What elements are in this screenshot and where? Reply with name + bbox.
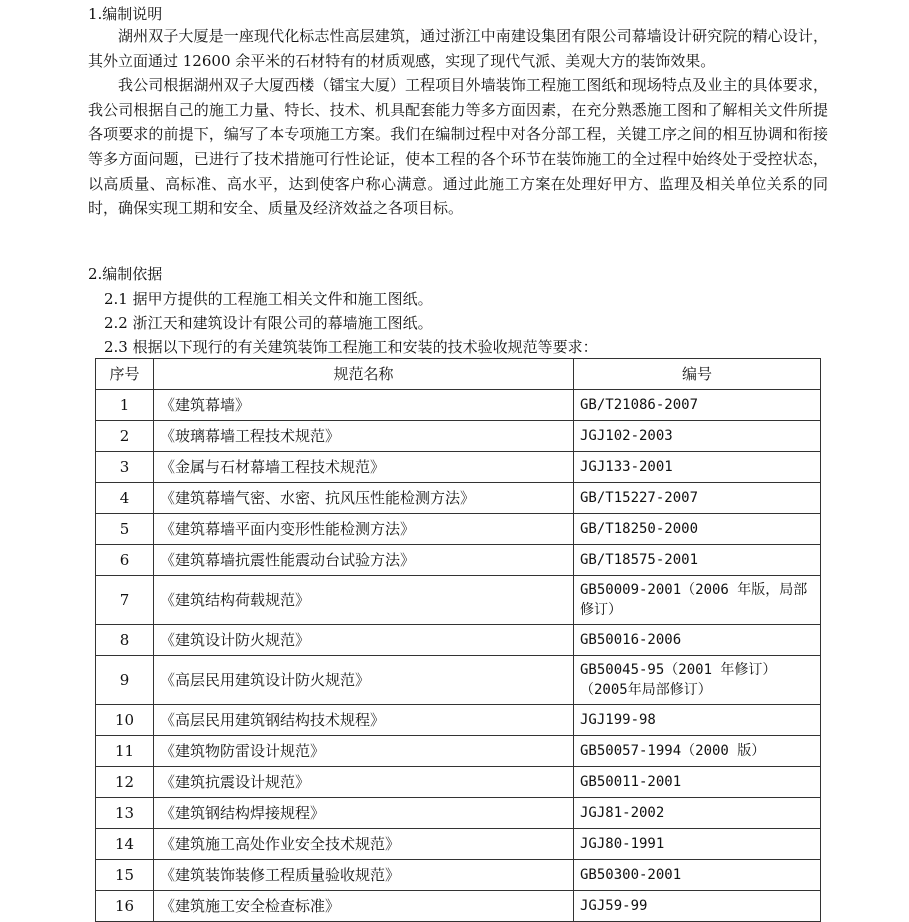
standard-code: JGJ81-2002 <box>574 798 821 829</box>
standard-name: 《建筑钢结构焊接规程》 <box>154 798 574 829</box>
standard-name: 《建筑抗震设计规范》 <box>154 767 574 798</box>
table-row <box>96 625 821 656</box>
row-number: 3 <box>96 452 154 483</box>
table-row <box>96 421 821 452</box>
section-1-body <box>88 24 828 221</box>
standard-code: GB50300-2001 <box>574 860 821 891</box>
standard-name: 《高层民用建筑设计防火规范》 <box>154 656 574 705</box>
standard-name: 《建筑物防雷设计规范》 <box>154 736 574 767</box>
header-code: 编号 <box>574 359 821 390</box>
standard-name: 《建筑设计防火规范》 <box>154 625 574 656</box>
paragraph-1: 湖州双子大厦是一座现代化标志性高层建筑，通过浙江中南建设集团有限公司幕墙设计研究院的精心设计，其外立面通过 12600 余平米的石材特有的材质观感，实现了现代气派、美观大方的装饰效果。 <box>88 27 828 70</box>
standard-name: 《金属与石材幕墙工程技术规范》 <box>154 452 574 483</box>
table-row <box>96 656 821 705</box>
standard-code: GB50057-1994（2000 版） <box>574 736 821 767</box>
standard-name: 《建筑幕墙平面内变形性能检测方法》 <box>154 514 574 545</box>
row-number: 5 <box>96 514 154 545</box>
standard-code: GB/T18250-2000 <box>574 514 821 545</box>
standard-code: JGJ102-2003 <box>574 421 821 452</box>
standard-name: 《高层民用建筑钢结构技术规程》 <box>154 705 574 736</box>
table-row <box>96 767 821 798</box>
row-number: 2 <box>96 421 154 452</box>
table-row <box>96 514 821 545</box>
standard-code: JGJ59-99 <box>574 891 821 922</box>
table-row <box>96 860 821 891</box>
standard-name: 《建筑幕墙抗震性能震动台试验方法》 <box>154 545 574 576</box>
standard-code: GB/T21086-2007 <box>574 390 821 421</box>
standards-table <box>95 358 821 922</box>
row-number: 7 <box>96 576 154 625</box>
row-number: 14 <box>96 829 154 860</box>
row-number: 16 <box>96 891 154 922</box>
row-number: 11 <box>96 736 154 767</box>
standard-name: 《建筑结构荷载规范》 <box>154 576 574 625</box>
standard-name: 《玻璃幕墙工程技术规范》 <box>154 421 574 452</box>
paragraph-2: 我公司根据湖州双子大厦西楼（镭宝大厦）工程项目外墙装饰工程施工图纸和现场特点及业主的具体要求，我公司根据自己的施工力量、特长、技术、机具配套能力等多方面因素，在充分熟悉施工图和了解相关文件所提各项要求的前提下，编写了本专项施工方案。我们在编制过程中对各分部工程，关键工序之间的相互协调和衔接等多方面问题，已进行了技术措施可行性论证，使本工程的各个环节在装饰施工的全过程中始终处于受控状态，以高质量、高标准、高水平，达到使客户称心满意。通过此施工方案在处理好甲方、监理及相关单位关系的同时，确保实现工期和安全、质量及经济效益之各项目标。 <box>88 76 828 218</box>
row-number: 4 <box>96 483 154 514</box>
standard-code: GB50011-2001 <box>574 767 821 798</box>
row-number: 9 <box>96 656 154 705</box>
row-number: 12 <box>96 767 154 798</box>
table-row <box>96 798 821 829</box>
standard-code: JGJ199-98 <box>574 705 821 736</box>
standard-name: 《建筑幕墙气密、水密、抗风压性能检测方法》 <box>154 483 574 514</box>
table-row <box>96 390 821 421</box>
standard-name: 《建筑施工高处作业安全技术规范》 <box>154 829 574 860</box>
table-row <box>96 576 821 625</box>
table-row <box>96 705 821 736</box>
section-1-heading: 1.编制说明 <box>88 5 163 23</box>
row-number: 13 <box>96 798 154 829</box>
header-serial: 序号 <box>96 359 154 390</box>
basis-item-1: 2.1 据甲方提供的工程施工相关文件和施工图纸。 <box>104 290 433 308</box>
standard-name: 《建筑幕墙》 <box>154 390 574 421</box>
standard-code: GB50045-95（2001 年修订）（2005年局部修订） <box>574 656 821 705</box>
standard-code: GB/T15227-2007 <box>574 483 821 514</box>
table-row <box>96 452 821 483</box>
standard-name: 《建筑施工安全检查标准》 <box>154 891 574 922</box>
standard-code: GB50009-2001（2006 年版，局部修订） <box>574 576 821 625</box>
row-number: 1 <box>96 390 154 421</box>
table-row <box>96 829 821 860</box>
basis-item-2: 2.2 浙江天和建筑设计有限公司的幕墙施工图纸。 <box>104 314 433 332</box>
standard-code: GB/T18575-2001 <box>574 545 821 576</box>
section-2-heading: 2.编制依据 <box>88 265 163 283</box>
table-header-row <box>96 359 821 390</box>
row-number: 8 <box>96 625 154 656</box>
basis-item-3: 2.3 根据以下现行的有关建筑装饰工程施工和安装的技术验收规范等要求： <box>104 338 598 356</box>
standard-code: JGJ133-2001 <box>574 452 821 483</box>
table-row <box>96 483 821 514</box>
standard-code: GB50016-2006 <box>574 625 821 656</box>
row-number: 6 <box>96 545 154 576</box>
standard-name: 《建筑装饰装修工程质量验收规范》 <box>154 860 574 891</box>
table-row <box>96 736 821 767</box>
table-row <box>96 545 821 576</box>
row-number: 15 <box>96 860 154 891</box>
row-number: 10 <box>96 705 154 736</box>
table-row <box>96 891 821 922</box>
standard-code: JGJ80-1991 <box>574 829 821 860</box>
header-name: 规范名称 <box>154 359 574 390</box>
